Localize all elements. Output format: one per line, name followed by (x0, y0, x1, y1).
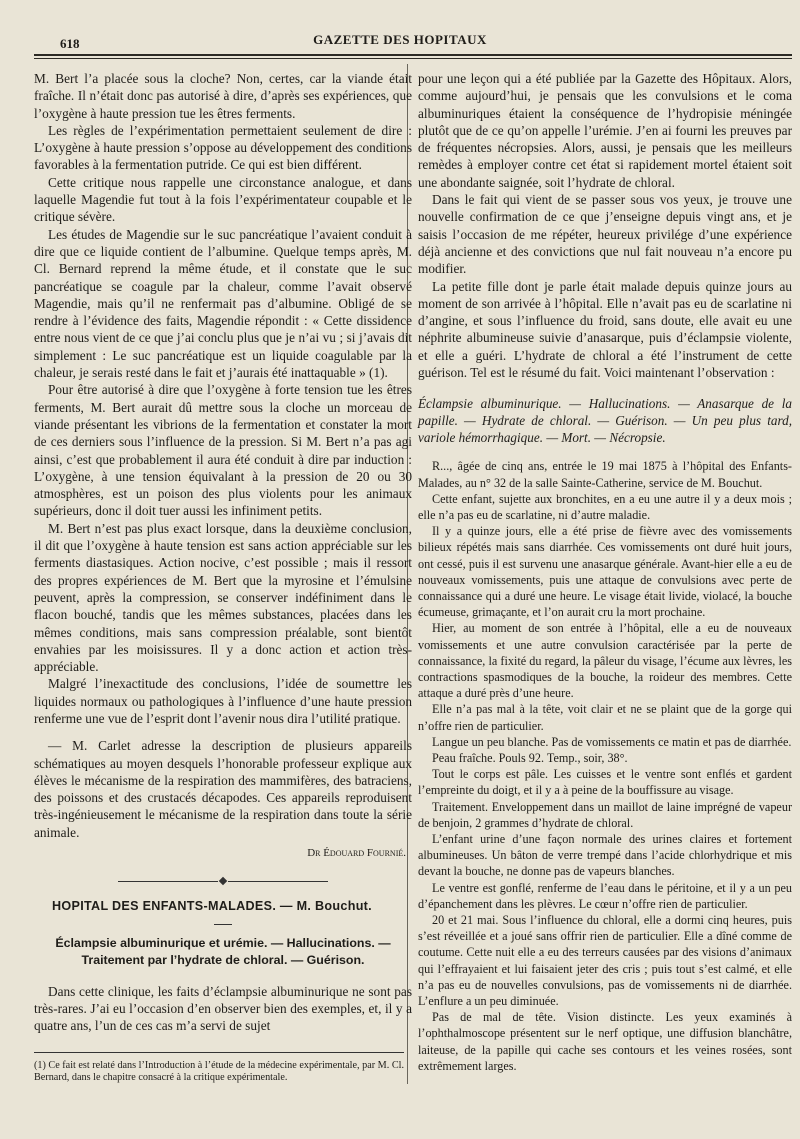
header-rule-thin (34, 58, 792, 59)
observation-body (418, 458, 792, 1074)
paragraph: Dans cette clinique, les faits d’éclampsie albuminurique ne sont pas très-rares. J’ai eu l’occasion d’en observer bien des exemples, et, il y a quatre ans, l’un de ces cas m’a servi de sujet (34, 983, 412, 1034)
footnote-rule (34, 1052, 404, 1053)
hospital-heading: HOPITAL DES ENFANTS-MALADES. — M. Bouchut. (52, 899, 372, 914)
paragraph: Malgré l’inexactitude des conclusions, l’idée de soumettre les liquides normaux ou pathologiques à l’influence d’une haute pression renferme une vue de l’esprit dont l’avenir nous dira l’utilité pratique. (34, 676, 412, 726)
left-column (34, 70, 412, 1035)
paragraph: Les règles de l’expérimentation permettaient seulement de dire : L’oxygène à haute pression s’oppose au développement des conditions favorables à la fermentation putride. Ce qui est bien différent. (34, 122, 412, 173)
paragraph: — M. Carlet adresse la description de plusieurs appareils schématiques au moyen desquels l’honorable professeur explique aux élèves le mécanisme de la respiration des mammifères, des batraciens, des poissons et des crustacés décapodes. Ces appareils reproduisent très-ingénieusement le mécanisme de la respiration dans toute la série animale. (34, 738, 412, 840)
paragraph: Traitement. Enveloppement dans un maillot de laine imprégné de vapeur de benjoin, 2 grammes d’hydrate de chloral. (418, 799, 792, 830)
paragraph: Langue un peu blanche. Pas de vomissements ce matin et pas de diarrhée. (432, 734, 792, 749)
paragraph: Le ventre est gonflé, renferme de l’eau dans le péritoine, et il y a un peu d’épanchement dans les plèvres. Le cœur n’offre rien de particulier. (418, 880, 792, 911)
paragraph: Peau fraîche. Pouls 92. Temp., soir, 38°. (432, 751, 628, 765)
paragraph: La petite fille dont je parle était malade depuis quinze jours au moment de son arrivée à l’hôpital. Elle n’avait pas eu de scarlatine ni d’angine, et sous l’influence du froid, sans doute, elle avait eu une néphrite albumineuse suivie d’anasarque, puis d’éclampsie violente, et elle a guéri. L’hydrate de chloral a été l’instrument de cette guérison. Tel est le résumé du fait. Voici maintenant l’observation : (418, 278, 792, 381)
page-number: 618 (60, 36, 80, 51)
paragraph: Pas de mal de tête. Vision distincte. Les yeux examinés à l’ophthalmoscope présentent sur le nerf optique, une diffusion blanchâtre, laiteuse, de la papille qui cache ses contours et les veines rosées, sont extrêmement larges. (418, 1010, 792, 1073)
paragraph: Tout le corps est pâle. Les cuisses et le ventre sont enflés et gardent l’empreinte du doigt, et il y a à peine de la bouffissure au visage. (418, 767, 792, 798)
right-column (418, 70, 792, 1074)
paragraph: Il y a quinze jours, elle a été prise de fièvre avec des vomissements bilieux répétés mais sans diarrhée. Ces vomissements ont duré huit jours, ont cessé, puis il est survenu une anasarque générale. Avant-hier elle a eu de nouveaux vomissements, puis une attaque de convulsions avec perte de connaissance qui a duré une heure. Le visage était livide, violacé, la bouche écumeuse, grimaçante, et l’on aurait cru la mort prochaine. (418, 524, 792, 620)
running-title: GAZETTE DES HOPITAUX (313, 32, 487, 47)
paragraph: Cette critique nous rappelle une circonstance analogue, et dans laquelle Magendie fut tout à la fois l’expérimentateur coupable et le critique sévère. (34, 174, 412, 225)
paragraph: Hier, au moment de son entrée à l’hôpital, elle a eu de nouveaux vomissements et une autre convulsion caractérisée par la perte de connaissance, la fixité du regard, la pâleur du visage, l’écume aux lèvres, les contractions spasmodiques de la bouche, la roideur des membres. Cette attaque a duré près d’une heure. (418, 621, 792, 701)
footnote: (1) Ce fait est relaté dans l’Introduction à l’étude de la médecine expérimentale, par M. Cl. Bernard, dans le chapitre consacré à la critique expérimentale. (34, 1060, 404, 1084)
observation-heading: Éclampsie albuminurique. — Hallucinations. — Anasarque de la papille. — Hydrate de chloral. — Guérison. — Un peu plus tard, variole hémorrhagique. — Mort. — Nécropsie. (418, 396, 792, 446)
short-rule (214, 924, 232, 925)
paragraph: pour une leçon qui a été publiée par la Gazette des Hôpitaux. Alors, comme aujourd’hui, je pensais que les convulsions et le coma albuminuriques étaient la conséquence de l’hydropisie méningée plutôt que de ce qu’on appelle l’urémie. J’en ai fourni les preuves par de fréquentes nécropsies. Alors, aussi, je pensais que les meilleurs remèdes à employer contre cet état si rapidement mortel étaient soit une abondante saignée, soit l’hydrate de chloral. (418, 71, 792, 190)
lecture-title: Éclampsie albuminurique et urémie. — Hallucinations. — Traitement par l’hydrate de chloral. — Guérison. (55, 935, 391, 967)
paragraph: 20 et 21 mai. Sous l’influence du chloral, elle a dormi cinq heures, puis s’est réveillée et a joué sans offrir rien de particulier. Elle a dîné comme de coutume. Cette nuit elle a eu des terreurs causées par des visions d’animaux qui l’effrayaient et lui faisaient jeter des cris ; puis tout s’est calmé, et elle n’a pas eu de nouvelles convulsions, pas de vomissements ni de diarrhée. L’enflure a un peu diminuée. (418, 913, 792, 1009)
paragraph: Les études de Magendie sur le suc pancréatique l’avaient conduit à dire que ce liquide contient de l’albumine. Quelque temps après, M. Cl. Bernard reprend la même étude, et il constate que le suc pancréatique se coagule par la chaleur, comme l’avait observé Magendie, mais qu’il ne renfermait pas d’albumine. Obligé de se rendre à l’évidence des faits, Magendie répondit : « Cette dissidence entre nous vient de ce que j’ai conclu plus que je n’ai vu ; si j’avais dit simplement : Le suc pancréatique est un liquide coagulable par la chaleur, je serais resté dans le fait et j’aurais été inattaquable » (1). (34, 226, 412, 381)
paragraph: Cette enfant, sujette aux bronchites, en a eu une autre il y a deux mois ; elle n’a pas eu de scarlatine, ni d’autre maladie. (418, 491, 792, 522)
paragraph: M. Bert n’est pas plus exact lorsque, dans la deuxième conclusion, il dit que l’oxygène à haute tension est sans action appréciable sur les ferments diastasiques. Action nocive, c’est possible ; mais il ressort des propres expériences de M. Bert que la myrosine et l’émulsine peuvent, après la compression, se conserver indéfiniment dans le flacon bouché, tandis que les mêmes substances, placées dans les mêmes conditions, mais sans compression préalable, sont bientôt envahies par les moisissures. Il y a donc action et action très-appréciable. (34, 520, 412, 675)
paragraph: R..., âgée de cinq ans, entrée le 19 mai 1875 à l’hôpital des Enfants-Malades, au n° 32 de la salle Sainte-Catherine, service de M. Bouchut. (418, 459, 792, 490)
paragraph: Dans le fait qui vient de se passer sous vos yeux, je trouve une nouvelle confirmation de ce que j’enseigne depuis vingt ans, et je saisis l’occasion de me répéter, heureux privilége d’une expérience déjà ancienne et des convictions que nul fait nouveau n’a encore pu modifier. (418, 192, 792, 277)
author-signature: Dr Édouard Fournié. (307, 847, 406, 860)
paragraph: Elle n’a pas mal à la tête, voit clair et ne se plaint que de la gorge qui n’offre rien de particulier. (418, 702, 792, 733)
header-rule (34, 54, 792, 56)
section-separator (34, 878, 412, 884)
paragraph: M. Bert l’a placée sous la cloche? Non, certes, car la viande était fraîche. Il n’était donc pas autorisé à dire, d’après ses expériences, que l’oxygène à haute pression tue les êtres ferments. (34, 71, 412, 121)
paragraph: L’enfant urine d’une façon normale des urines claires et fortement albumineuses. Un bâton de verre trempé dans l’acide chlorhydrique et mis devant la bouche, ne donne pas de vapeurs blanches. (418, 832, 792, 879)
paragraph: Pour être autorisé à dire que l’oxygène à forte tension tue les êtres ferments, M. Bert aurait dû mettre sous la cloche un morceau de viande présentant les vibrions de la fermentation et constater la mort de ces derniers sous l’influence de la pression. Si M. Bert n’a pas agi ainsi, c’est que probablement il aura été conduit à dire par induction : L’oxygène, à une tension équivalant à la pression de 20 ou 30 atmosphères, est un poison des plus violents pour les animaux supérieurs, donc il doit tuer aussi les infiniment petits. (34, 382, 412, 519)
